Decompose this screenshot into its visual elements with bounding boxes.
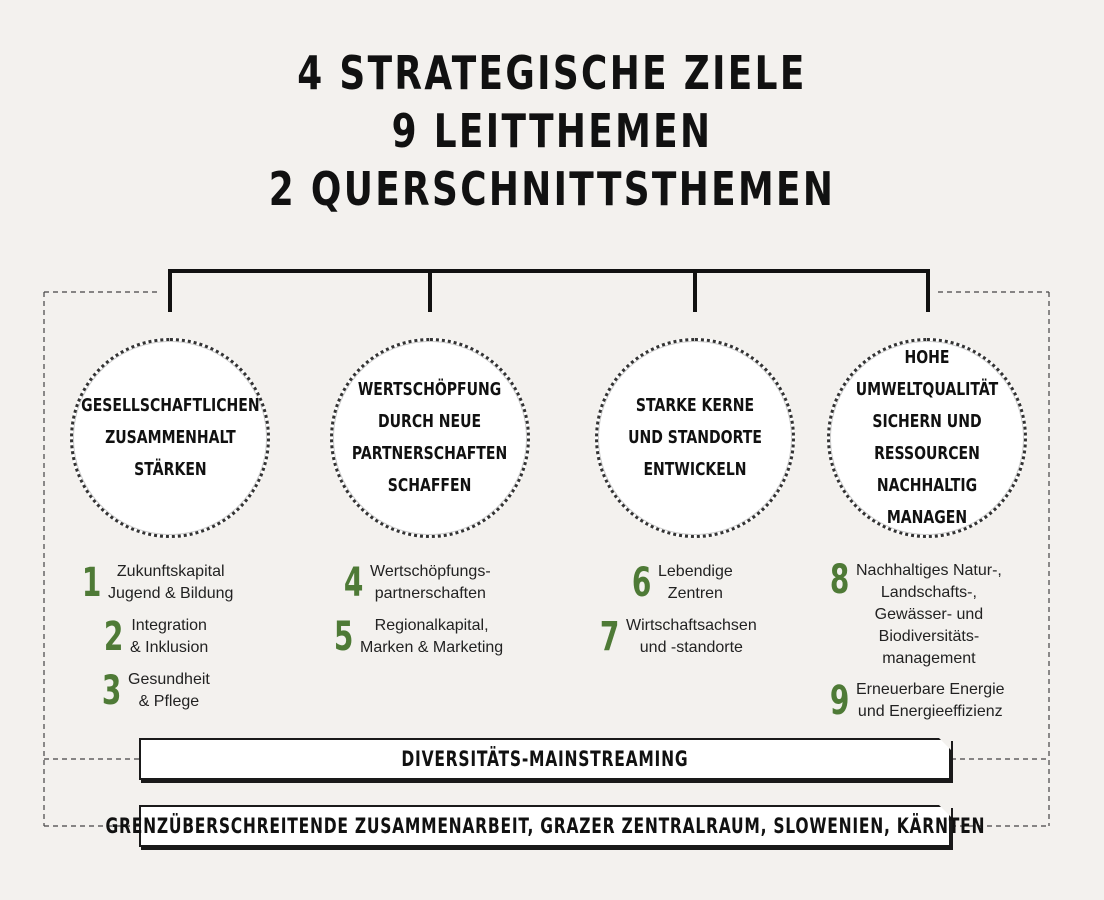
theme-text-5: Regionalkapital, Marken & Marketing: [360, 617, 504, 656]
theme-7: [596, 614, 757, 660]
theme-text-2: Integration & Inklusion: [130, 617, 209, 656]
theme-3: [98, 668, 210, 714]
goal-circle-1: [70, 338, 270, 538]
theme-2: [100, 614, 208, 660]
goal-circle-2: [330, 338, 530, 538]
theme-number-1: 1: [81, 560, 102, 606]
title-line-themes: 9 LEITTHEMEN: [391, 104, 713, 158]
cross-theme-band-2: [105, 805, 985, 847]
title-line-cross-themes: 2 QUERSCHNITTSTHEMEN: [268, 162, 836, 216]
goal-label-2: WERTSCHÖPFUNG DURCH NEUE PARTNERSCHAFTEN SCHAFFEN: [352, 379, 508, 496]
theme-5: [330, 614, 503, 660]
goal-label-4: HOHE UMWELTQUALITÄT SICHERN UND RESSOURCEN NACHHALTIG MANAGEN: [855, 347, 999, 528]
theme-text-4: Wertschöpfungs- partnerschaften: [370, 563, 491, 602]
theme-8: [826, 557, 1002, 670]
theme-number-2: 2: [103, 614, 124, 660]
theme-text-8: Nachhaltiges Natur-, Landschafts-, Gewässer- und Biodiversitäts- management: [856, 562, 1002, 667]
theme-number-3: 3: [101, 668, 122, 714]
theme-number-4: 4: [343, 560, 364, 606]
cross-theme-label-2: GRENZÜBERSCHREITENDE ZUSAMMENARBEIT, GRAZER ZENTRALRAUM, SLOWENIEN, KÄRNTEN: [105, 814, 985, 838]
goal-circle-3: [595, 338, 795, 538]
theme-text-3: Gesundheit & Pflege: [128, 671, 210, 710]
theme-number-8: 8: [829, 557, 850, 603]
cross-theme-band-1: [139, 738, 951, 780]
theme-number-6: 6: [631, 560, 652, 606]
theme-6: [628, 560, 733, 606]
band-corner-fold: [939, 738, 951, 750]
theme-number-7: 7: [599, 614, 620, 660]
theme-text-7: Wirtschaftsachsen und -standorte: [626, 617, 757, 656]
cross-theme-label-1: DIVERSITÄTS-MAINSTREAMING: [401, 747, 689, 771]
goal-label-1: GESELLSCHAFTLICHEN ZUSAMMENHALT STÄRKEN: [80, 395, 260, 480]
theme-4: [340, 560, 491, 606]
title-line-goals: 4 STRATEGISCHE ZIELE: [297, 46, 807, 100]
theme-9: [826, 678, 1005, 724]
theme-number-9: 9: [829, 678, 850, 724]
goal-label-3: STARKE KERNE UND STANDORTE ENTWICKELN: [628, 395, 762, 480]
theme-text-1: Zukunftskapital Jugend & Bildung: [108, 563, 234, 602]
goal-circle-4: [827, 338, 1027, 538]
theme-text-9: Erneuerbare Energie und Energieeffizienz: [856, 681, 1005, 720]
theme-number-5: 5: [333, 614, 354, 660]
theme-text-6: Lebendige Zentren: [658, 563, 733, 602]
theme-1: [78, 560, 233, 606]
